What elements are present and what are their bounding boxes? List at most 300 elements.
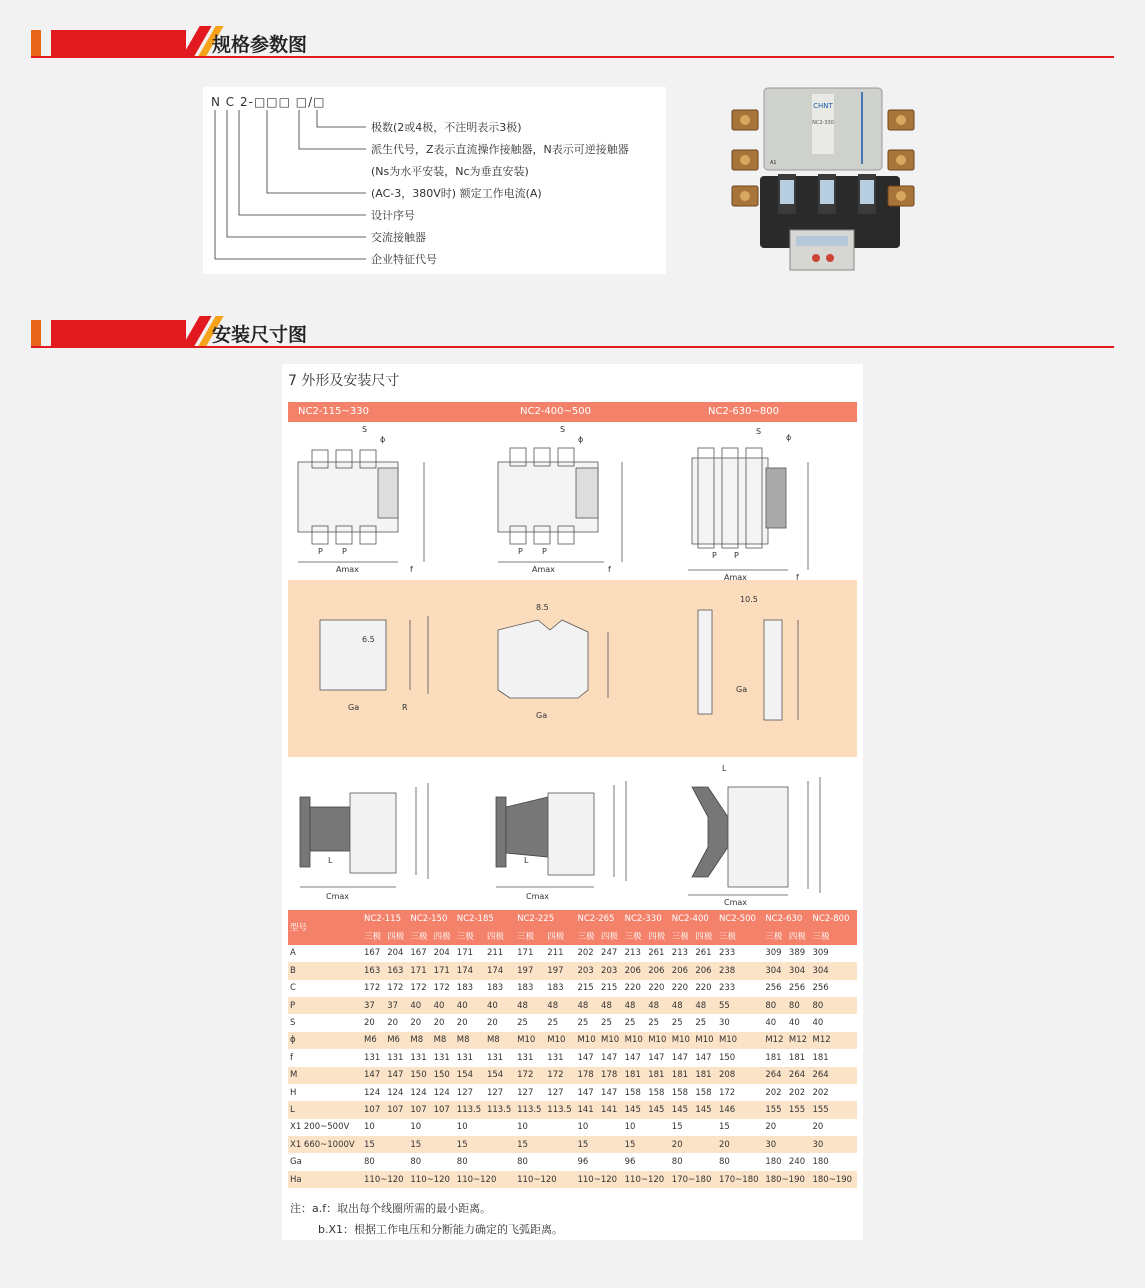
table-cell: 80 bbox=[810, 997, 857, 1014]
dim-label-l: L bbox=[722, 764, 727, 773]
table-cell: 96 bbox=[577, 1157, 589, 1168]
table-cell: 20 bbox=[456, 1018, 468, 1029]
table-cell: 107 bbox=[362, 1101, 385, 1118]
table-cell: 110~120 bbox=[408, 1171, 454, 1188]
table-cell: 20 bbox=[670, 1136, 717, 1153]
dim-label-amax: Amax bbox=[724, 573, 747, 580]
table-cell: M10 bbox=[599, 1032, 623, 1049]
table-cell: 25 bbox=[671, 1018, 683, 1029]
dim-label-10-5: 10.5 bbox=[740, 595, 758, 604]
side-view-drawings bbox=[288, 757, 857, 907]
dim-label-cmax: Cmax bbox=[724, 898, 748, 907]
table-cell: M8 bbox=[455, 1032, 485, 1049]
table-cell: 172 bbox=[545, 1067, 575, 1084]
table-cell: M10 bbox=[545, 1032, 575, 1049]
row-label: L bbox=[288, 1101, 362, 1118]
table-row bbox=[288, 980, 857, 997]
table-cell: 40 bbox=[765, 1018, 777, 1029]
table-cell: 25 bbox=[624, 1018, 636, 1029]
table-cell: 170~180 bbox=[717, 1171, 763, 1188]
row-label: f bbox=[290, 1052, 293, 1063]
table-cell: 150 bbox=[432, 1067, 455, 1084]
table-cell: 124 bbox=[410, 1087, 427, 1098]
table-row bbox=[288, 1171, 857, 1188]
table-cell: 15 bbox=[671, 1122, 683, 1133]
table-row bbox=[288, 1032, 857, 1049]
table-cell: 264 bbox=[763, 1067, 787, 1084]
table-cell: 158 bbox=[695, 1087, 712, 1098]
row-label: Ha bbox=[288, 1171, 362, 1188]
table-cell: 25 bbox=[517, 1018, 528, 1029]
accent-bar bbox=[31, 320, 41, 346]
dim-label-p: P bbox=[542, 547, 547, 556]
table-cell: 124 bbox=[433, 1087, 450, 1098]
table-cell: 256 bbox=[812, 983, 829, 994]
table-cell: 172 bbox=[515, 1067, 545, 1084]
table-cell: 197 bbox=[515, 962, 545, 979]
table-cell: 80 bbox=[410, 1157, 422, 1168]
table-cell: 202 bbox=[765, 1087, 782, 1098]
table-cell: 37 bbox=[362, 997, 385, 1014]
accent-bar bbox=[31, 30, 41, 56]
table-cell: 261 bbox=[695, 948, 712, 959]
table-cell: 107 bbox=[408, 1101, 431, 1118]
table-cell: 15 bbox=[362, 1136, 408, 1153]
table-cell: 20 bbox=[364, 1018, 375, 1029]
pole-header: 三极 bbox=[717, 927, 763, 944]
table-row bbox=[288, 997, 857, 1014]
table-cell: 183 bbox=[486, 983, 504, 994]
table-cell: 171 bbox=[432, 962, 455, 979]
row-label: S bbox=[290, 1018, 296, 1029]
code-desc: (AC-3，380V时) 额定工作电流(A) bbox=[371, 187, 542, 200]
table-cell: 220 bbox=[648, 983, 665, 994]
dim-label-l: L bbox=[524, 856, 529, 865]
model-code: N C 2-□□□ □/□ bbox=[211, 95, 326, 109]
dim-label-f: f bbox=[410, 565, 413, 574]
table-cell: 158 bbox=[624, 1087, 641, 1098]
model-header: NC2-225 bbox=[515, 910, 575, 927]
table-cell: 213 bbox=[671, 948, 689, 959]
dim-label-f: f bbox=[608, 565, 611, 574]
table-cell: 25 bbox=[601, 1018, 612, 1029]
table-cell: 131 bbox=[456, 1052, 474, 1063]
table-cell: 30 bbox=[810, 1136, 857, 1153]
table-cell: 389 bbox=[788, 948, 806, 959]
table-cell: 40 bbox=[455, 997, 485, 1014]
table-cell: 10 bbox=[517, 1122, 528, 1133]
table-cell: 238 bbox=[717, 962, 763, 979]
table-row bbox=[288, 1084, 857, 1101]
table-cell: 163 bbox=[362, 962, 385, 979]
section-title: 规格参数图 bbox=[212, 34, 308, 56]
table-cell: 20 bbox=[717, 1136, 763, 1153]
model-header: NC2-115 bbox=[362, 910, 408, 927]
table-cell: 40 bbox=[812, 1018, 824, 1029]
pole-header: 三极 bbox=[575, 927, 599, 944]
table-cell: 206 bbox=[693, 962, 717, 979]
dim-label-ga: Ga bbox=[736, 685, 748, 694]
table-cell: 240 bbox=[788, 1157, 806, 1168]
table-cell: 247 bbox=[601, 948, 618, 959]
table-cell: 256 bbox=[765, 983, 782, 994]
table-cell: 309 bbox=[812, 948, 829, 959]
table-header-models bbox=[288, 910, 857, 927]
contactor-product-image bbox=[720, 84, 940, 284]
pole-header: 四极 bbox=[787, 927, 811, 944]
table-cell: M10 bbox=[575, 1032, 599, 1049]
dim-label-amax: Amax bbox=[532, 565, 555, 574]
table-cell: 48 bbox=[646, 997, 670, 1014]
table-cell: 80 bbox=[517, 1157, 528, 1168]
dim-label-cmax: Cmax bbox=[526, 892, 550, 901]
model-range: NC2-115~330 bbox=[298, 406, 369, 417]
table-cell: 208 bbox=[717, 1067, 763, 1084]
table-cell: 167 bbox=[410, 948, 427, 959]
table-cell: 147 bbox=[362, 1067, 385, 1084]
table-cell: 30 bbox=[763, 1136, 810, 1153]
model-code-diagram bbox=[203, 87, 666, 274]
table-cell: 10 bbox=[364, 1122, 375, 1133]
table-cell: 15 bbox=[575, 1136, 622, 1153]
table-cell: M10 bbox=[693, 1032, 717, 1049]
table-row bbox=[288, 1014, 857, 1031]
table-cell: 150 bbox=[718, 1052, 736, 1063]
table-cell: 203 bbox=[599, 962, 623, 979]
table-cell: 15 bbox=[408, 1136, 454, 1153]
row-label: B bbox=[288, 962, 362, 979]
table-cell: 172 bbox=[410, 983, 427, 994]
table-cell: M10 bbox=[623, 1032, 647, 1049]
table-cell: 48 bbox=[693, 997, 717, 1014]
table-cell: 30 bbox=[718, 1018, 730, 1029]
table-cell: 304 bbox=[787, 962, 811, 979]
table-cell: 141 bbox=[599, 1101, 623, 1118]
table-cell: 220 bbox=[624, 983, 641, 994]
row-label: ϕ bbox=[288, 1032, 362, 1049]
dim-label-p: P bbox=[734, 551, 739, 560]
dim-label-p: P bbox=[712, 551, 717, 560]
table-cell: M6 bbox=[385, 1032, 408, 1049]
table-cell: 158 bbox=[671, 1087, 689, 1098]
table-cell: 181 bbox=[623, 1067, 647, 1084]
model-range: NC2-630~800 bbox=[708, 406, 779, 417]
dim-label-6-5: 6.5 bbox=[362, 635, 375, 644]
table-cell: 147 bbox=[695, 1052, 712, 1063]
section-divider bbox=[31, 346, 1114, 348]
table-cell: 183 bbox=[517, 983, 534, 994]
table-row bbox=[288, 1049, 857, 1066]
table-cell: 304 bbox=[763, 962, 787, 979]
table-row bbox=[288, 1067, 857, 1084]
table-cell: 172 bbox=[433, 983, 450, 994]
front-view-drawings bbox=[288, 422, 857, 580]
table-cell: M10 bbox=[717, 1032, 763, 1049]
note: b.X1：根据工作电压和分断能力确定的飞弧距离。 bbox=[318, 1223, 564, 1236]
table-cell: 147 bbox=[385, 1067, 408, 1084]
table-cell: 147 bbox=[601, 1087, 618, 1098]
table-cell: 145 bbox=[670, 1101, 694, 1118]
code-desc: (Ns为水平安装，Nc为垂直安装) bbox=[371, 165, 529, 178]
table-cell: 158 bbox=[648, 1087, 665, 1098]
table-cell: 154 bbox=[455, 1067, 485, 1084]
table-cell: 203 bbox=[575, 962, 599, 979]
pole-header: 三极 bbox=[670, 927, 694, 944]
pole-header: 四极 bbox=[693, 927, 717, 944]
table-cell: M10 bbox=[670, 1032, 694, 1049]
table-cell: 309 bbox=[765, 948, 782, 959]
row-label: X1 200~500V bbox=[290, 1122, 350, 1133]
table-cell: 172 bbox=[718, 1087, 736, 1098]
table-cell: M8 bbox=[432, 1032, 455, 1049]
dim-label-s: S bbox=[756, 427, 762, 436]
table-cell: 155 bbox=[810, 1101, 857, 1118]
dim-label-8-5: 8.5 bbox=[536, 603, 549, 612]
table-cell: 113.5 bbox=[455, 1101, 485, 1118]
model-header: NC2-185 bbox=[455, 910, 515, 927]
table-row bbox=[288, 962, 857, 979]
table-cell: 150 bbox=[408, 1067, 431, 1084]
table-cell: 174 bbox=[485, 962, 515, 979]
table-cell: M12 bbox=[763, 1032, 787, 1049]
table-cell: M8 bbox=[408, 1032, 431, 1049]
table-cell: 213 bbox=[624, 948, 641, 959]
dim-label-ga: Ga bbox=[536, 711, 548, 720]
table-cell: 80 bbox=[364, 1157, 375, 1168]
dim-label-p: P bbox=[318, 547, 323, 556]
mounting-plate-drawings bbox=[288, 580, 857, 757]
section-header-spec bbox=[31, 26, 1114, 58]
table-cell: 233 bbox=[718, 948, 736, 959]
table-cell: 80 bbox=[763, 997, 787, 1014]
table-row bbox=[288, 1101, 857, 1118]
table-cell: 55 bbox=[717, 997, 763, 1014]
table-cell: 20 bbox=[433, 1018, 445, 1029]
table-cell: 256 bbox=[788, 983, 806, 994]
table-cell: 211 bbox=[547, 948, 564, 959]
table-cell: 107 bbox=[432, 1101, 455, 1118]
table-cell: 147 bbox=[648, 1052, 665, 1063]
table-cell: 172 bbox=[387, 983, 404, 994]
table-cell: 163 bbox=[385, 962, 408, 979]
table-cell: M10 bbox=[515, 1032, 545, 1049]
table-cell: 171 bbox=[456, 948, 474, 959]
table-cell: 167 bbox=[364, 948, 381, 959]
section-title: 安装尺寸图 bbox=[212, 324, 308, 346]
table-cell: 40 bbox=[485, 997, 515, 1014]
pole-header: 四极 bbox=[385, 927, 408, 944]
dim-label-s: S bbox=[362, 425, 368, 434]
install-title: 7 外形及安装尺寸 bbox=[288, 373, 400, 389]
table-cell: 202 bbox=[577, 948, 594, 959]
table-cell: 80 bbox=[456, 1157, 468, 1168]
table-cell: 264 bbox=[810, 1067, 857, 1084]
table-cell: 261 bbox=[648, 948, 665, 959]
pole-header: 三极 bbox=[408, 927, 431, 944]
pole-header: 三极 bbox=[623, 927, 647, 944]
table-cell: 96 bbox=[624, 1157, 636, 1168]
table-cell: 113.5 bbox=[545, 1101, 575, 1118]
dim-label-cmax: Cmax bbox=[326, 892, 350, 901]
table-cell: 10 bbox=[410, 1122, 422, 1133]
table-cell: 131 bbox=[364, 1052, 381, 1063]
table-cell: 20 bbox=[387, 1018, 399, 1029]
model-header: NC2-265 bbox=[575, 910, 622, 927]
table-cell: 80 bbox=[671, 1157, 683, 1168]
table-cell: 15 bbox=[718, 1122, 730, 1133]
table-cell: 131 bbox=[486, 1052, 504, 1063]
table-cell: 15 bbox=[455, 1136, 515, 1153]
dim-label-r: R bbox=[402, 703, 408, 712]
table-cell: 110~120 bbox=[515, 1171, 575, 1188]
table-cell: 131 bbox=[387, 1052, 404, 1063]
row-label: H bbox=[290, 1087, 297, 1098]
product-model-label: NC2-330 bbox=[812, 120, 834, 126]
table-cell: 174 bbox=[455, 962, 485, 979]
table-cell: 48 bbox=[623, 997, 647, 1014]
pole-header: 三极 bbox=[763, 927, 787, 944]
table-cell: 180 bbox=[812, 1157, 829, 1168]
table-cell: 48 bbox=[575, 997, 599, 1014]
table-cell: 40 bbox=[408, 997, 431, 1014]
pole-header: 四极 bbox=[646, 927, 670, 944]
dim-label-phi: ϕ bbox=[786, 433, 792, 442]
brand-logo: CHNT bbox=[813, 102, 833, 110]
table-cell: 181 bbox=[693, 1067, 717, 1084]
table-cell: 145 bbox=[623, 1101, 647, 1118]
table-cell: M10 bbox=[646, 1032, 670, 1049]
row-label: M bbox=[288, 1067, 362, 1084]
table-cell: 147 bbox=[671, 1052, 689, 1063]
table-cell: 170~180 bbox=[670, 1171, 717, 1188]
table-cell: 202 bbox=[788, 1087, 806, 1098]
table-cell: 131 bbox=[547, 1052, 564, 1063]
row-label: C bbox=[290, 983, 296, 994]
code-desc: 设计序号 bbox=[371, 209, 415, 222]
pole-header: 三极 bbox=[455, 927, 485, 944]
pole-header: 三极 bbox=[515, 927, 545, 944]
table-cell: 107 bbox=[385, 1101, 408, 1118]
table-cell: 171 bbox=[517, 948, 534, 959]
table-row bbox=[288, 1153, 857, 1170]
dim-label-p: P bbox=[518, 547, 523, 556]
model-range-bar bbox=[288, 402, 857, 422]
pole-header: 四极 bbox=[599, 927, 623, 944]
table-cell: 183 bbox=[547, 983, 564, 994]
table-cell: 110~120 bbox=[455, 1171, 515, 1188]
table-cell: 147 bbox=[601, 1052, 618, 1063]
table-cell: 25 bbox=[695, 1018, 707, 1029]
table-cell: 215 bbox=[577, 983, 594, 994]
table-cell: 206 bbox=[646, 962, 670, 979]
table-cell: 20 bbox=[486, 1018, 498, 1029]
model-header: NC2-330 bbox=[623, 910, 670, 927]
table-cell: 48 bbox=[515, 997, 545, 1014]
model-header: NC2-630 bbox=[763, 910, 810, 927]
row-label: P bbox=[288, 997, 362, 1014]
code-leader-lines bbox=[203, 87, 666, 274]
table-cell: 181 bbox=[765, 1052, 782, 1063]
table-cell: 178 bbox=[599, 1067, 623, 1084]
pole-header: 四极 bbox=[545, 927, 575, 944]
table-cell: 204 bbox=[387, 948, 404, 959]
table-cell: 131 bbox=[433, 1052, 450, 1063]
model-range: NC2-400~500 bbox=[520, 406, 591, 417]
row-label: A bbox=[290, 948, 296, 959]
table-cell: 25 bbox=[648, 1018, 660, 1029]
code-desc: 交流接触器 bbox=[371, 231, 426, 244]
table-cell: 124 bbox=[364, 1087, 381, 1098]
table-cell: 178 bbox=[575, 1067, 599, 1084]
table-cell: 127 bbox=[486, 1087, 504, 1098]
mounting-plate-svg bbox=[288, 580, 857, 757]
table-cell: 48 bbox=[545, 997, 575, 1014]
table-cell: 131 bbox=[517, 1052, 534, 1063]
table-cell: 146 bbox=[717, 1101, 763, 1118]
pole-header: 三极 bbox=[810, 927, 857, 944]
table-cell: 25 bbox=[547, 1018, 559, 1029]
table-cell: 10 bbox=[577, 1122, 589, 1133]
section-header-install bbox=[31, 316, 1114, 348]
table-cell: 264 bbox=[787, 1067, 811, 1084]
table-cell: 181 bbox=[812, 1052, 829, 1063]
note: 注：a.f：取出每个线圈所需的最小距离。 bbox=[290, 1202, 492, 1215]
table-cell: 233 bbox=[718, 983, 736, 994]
installation-dimensions-panel bbox=[282, 364, 863, 1240]
model-header: NC2-400 bbox=[670, 910, 717, 927]
table-cell: 147 bbox=[577, 1087, 594, 1098]
row-label: Ga bbox=[290, 1157, 302, 1168]
table-cell: 211 bbox=[486, 948, 504, 959]
accent-bar bbox=[51, 30, 186, 56]
table-cell: 202 bbox=[812, 1087, 829, 1098]
table-cell: 20 bbox=[812, 1122, 824, 1133]
pole-header: 四极 bbox=[485, 927, 515, 944]
table-cell: 113.5 bbox=[485, 1101, 515, 1118]
model-header: NC2-800 bbox=[810, 910, 857, 927]
table-cell: 181 bbox=[646, 1067, 670, 1084]
table-cell: 147 bbox=[624, 1052, 641, 1063]
table-row bbox=[288, 945, 857, 962]
table-header-poles bbox=[288, 927, 857, 944]
table-cell: 25 bbox=[577, 1018, 589, 1029]
table-cell: 127 bbox=[547, 1087, 564, 1098]
table-cell: 197 bbox=[545, 962, 575, 979]
pole-header: 三极 bbox=[362, 927, 385, 944]
table-cell: 48 bbox=[670, 997, 694, 1014]
table-cell: 181 bbox=[788, 1052, 806, 1063]
table-cell: 180~190 bbox=[810, 1171, 857, 1188]
dim-label-phi: ϕ bbox=[578, 435, 584, 444]
table-row bbox=[288, 1136, 857, 1153]
row-label: X1 660~1000V bbox=[288, 1136, 362, 1153]
table-cell: 181 bbox=[670, 1067, 694, 1084]
dim-label-phi: ϕ bbox=[380, 435, 386, 444]
dim-label-p: P bbox=[342, 547, 347, 556]
accent-bar bbox=[51, 320, 186, 346]
table-cell: 110~120 bbox=[623, 1171, 670, 1188]
table-cell: 20 bbox=[410, 1018, 422, 1029]
table-cell: 206 bbox=[623, 962, 647, 979]
table-cell: 180 bbox=[765, 1157, 782, 1168]
table-cell: 172 bbox=[364, 983, 381, 994]
table-cell: 155 bbox=[763, 1101, 787, 1118]
table-cell: 220 bbox=[695, 983, 712, 994]
table-cell: 145 bbox=[693, 1101, 717, 1118]
terminal-label: A1 bbox=[770, 160, 777, 166]
table-cell: 141 bbox=[575, 1101, 599, 1118]
code-desc: 企业特征代号 bbox=[371, 253, 437, 266]
